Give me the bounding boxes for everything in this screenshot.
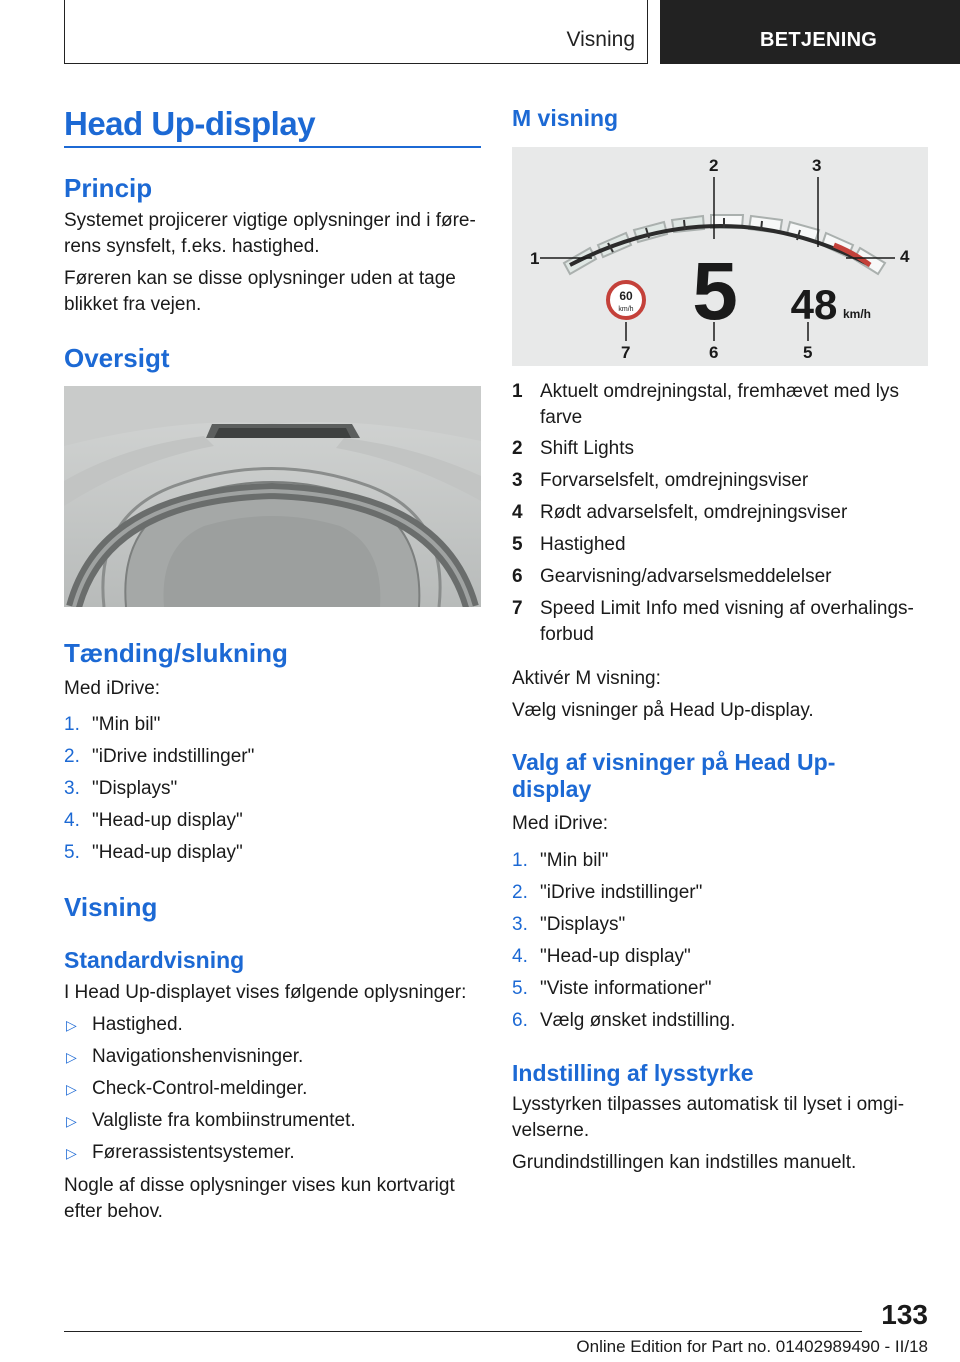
m-select-text: Vælg visninger på Head Up-display. — [512, 700, 814, 721]
legend-text — [540, 379, 930, 431]
legend-number: 3 — [512, 470, 523, 491]
bullet-triangle-icon: ▷ — [66, 1049, 77, 1065]
step-number: 4. — [512, 946, 528, 967]
legend-text — [540, 596, 930, 648]
page-title: Head Up-display — [64, 105, 316, 142]
bullet-triangle-icon: ▷ — [66, 1017, 77, 1033]
legend-number: 6 — [512, 566, 523, 587]
legend-line: Aktuelt omdrejningstal, fremhævet med lys — [540, 381, 900, 402]
step-text: "Head-up display" — [540, 946, 691, 967]
legend-number: 5 — [512, 534, 523, 555]
step-text: "Min bil" — [92, 714, 161, 735]
legend-line: Speed Limit Info med visning af overhalings- — [540, 598, 914, 619]
legend-number: 7 — [512, 598, 523, 619]
heading-valg-1: Valg af visninger på Head Up- — [512, 749, 836, 775]
legend-number: 4 — [512, 502, 523, 523]
heading-taending: Tænding/slukning — [64, 638, 288, 668]
speed-limit-unit: km/h — [618, 306, 634, 313]
princip-text-2a: Føreren kan se disse oplysninger uden at tage — [64, 268, 456, 289]
visning-outro-b: efter behov. — [64, 1201, 163, 1222]
bullet-text: Check-Control-meldinger. — [92, 1078, 308, 1099]
page-number: 133 — [881, 1299, 928, 1330]
visning-outro-a: Nogle af disse oplysninger vises kun kortvarigt — [64, 1175, 455, 1196]
visning-intro: I Head Up-displayet vises følgende oplysninger: — [64, 982, 467, 1003]
header-section-label: Visning — [566, 28, 635, 51]
heading-valg-2: display — [512, 776, 592, 802]
bullet-triangle-icon: ▷ — [66, 1081, 77, 1097]
legend-text: Shift Lights — [540, 438, 634, 459]
lys-text-2: Grundindstillingen kan indstilles manuelt. — [512, 1152, 857, 1173]
callout-4: 4 — [900, 247, 910, 266]
callout-3: 3 — [812, 156, 822, 175]
heading-standardvisning: Standardvisning — [64, 947, 245, 973]
bullet-text: Valgliste fra kombiinstrumentet. — [92, 1110, 356, 1131]
m-activate-text: Aktivér M visning: — [512, 668, 661, 689]
step-text: Vælg ønsket indstilling. — [540, 1010, 736, 1031]
legend-line: forbud — [540, 624, 594, 645]
step-text: "Head-up display" — [92, 810, 243, 831]
step-number: 4. — [64, 810, 80, 831]
heading-lysstyrke: Indstilling af lysstyrke — [512, 1060, 754, 1086]
callout-2: 2 — [709, 156, 719, 175]
legend-number: 2 — [512, 438, 523, 459]
bullet-text: Hastighed. — [92, 1014, 183, 1035]
step-text: "Displays" — [92, 778, 178, 799]
step-number: 1. — [512, 850, 528, 871]
heading-princip: Princip — [64, 173, 153, 203]
footer-rule — [64, 1331, 862, 1332]
m-display-figure — [512, 147, 928, 366]
step-number: 6. — [512, 1010, 528, 1031]
taending-intro: Med iDrive: — [64, 678, 161, 699]
princip-text-1a: Systemet projicerer vigtige oplysninger ind i føre- — [64, 210, 476, 231]
lys-text-1b: velserne. — [512, 1120, 590, 1141]
heading-oversigt: Oversigt — [64, 343, 170, 373]
step-number: 1. — [64, 714, 80, 735]
bullet-triangle-icon: ▷ — [66, 1145, 77, 1161]
step-text: "Displays" — [540, 914, 626, 935]
step-text: "Head-up display" — [92, 842, 243, 863]
lys-text-1a: Lysstyrken tilpasses automatisk til lyset i omgi- — [512, 1094, 905, 1115]
dashboard-illustration — [64, 386, 481, 607]
step-text: "iDrive indstillinger" — [540, 882, 703, 903]
bullet-text: Navigationshenvisninger. — [92, 1046, 304, 1067]
step-text: "iDrive indstillinger" — [92, 746, 255, 767]
step-number: 2. — [512, 882, 528, 903]
header-section-box — [64, 0, 648, 64]
legend-number: 1 — [512, 381, 523, 402]
title-rule — [64, 146, 481, 148]
step-number: 2. — [64, 746, 80, 767]
legend-line: farve — [540, 407, 583, 428]
step-number: 3. — [64, 778, 80, 799]
legend-text: Hastighed — [540, 534, 626, 555]
princip-text-1b: rens synsfelt, f.eks. hastighed. — [64, 236, 320, 257]
bullet-text: Førerassistentsystemer. — [92, 1142, 295, 1163]
footer-edition: Online Edition for Part no. 01402989490 - II/18 — [576, 1337, 928, 1356]
heading-m-visning: M visning — [512, 105, 619, 131]
heading-visning: Visning — [64, 892, 158, 922]
step-number: 5. — [512, 978, 528, 999]
speed-limit-value: 60 — [619, 289, 633, 303]
callout-6: 6 — [709, 343, 719, 362]
princip-text-2b: blikket fra vejen. — [64, 294, 202, 315]
valg-intro: Med iDrive: — [512, 813, 609, 834]
step-number: 5. — [64, 842, 80, 863]
legend-text: Rødt advarselsfelt, omdrejningsviser — [540, 502, 848, 523]
step-text: "Min bil" — [540, 850, 609, 871]
callout-1: 1 — [530, 249, 540, 268]
header-chapter-box — [660, 0, 960, 64]
speed-unit: km/h — [842, 307, 872, 321]
bullet-triangle-icon: ▷ — [66, 1113, 77, 1129]
callout-7: 7 — [621, 343, 631, 362]
legend-text: Gearvisning/advarselsmeddelelser — [540, 566, 832, 587]
step-text: "Viste informationer" — [540, 978, 712, 999]
speed-value: 48 — [790, 281, 838, 328]
header-chapter-label: BETJENING — [760, 29, 878, 51]
callout-5: 5 — [803, 343, 813, 362]
legend-text: Forvarselsfelt, omdrejningsviser — [540, 470, 809, 491]
gear-digit: 5 — [692, 246, 738, 337]
step-number: 3. — [512, 914, 528, 935]
